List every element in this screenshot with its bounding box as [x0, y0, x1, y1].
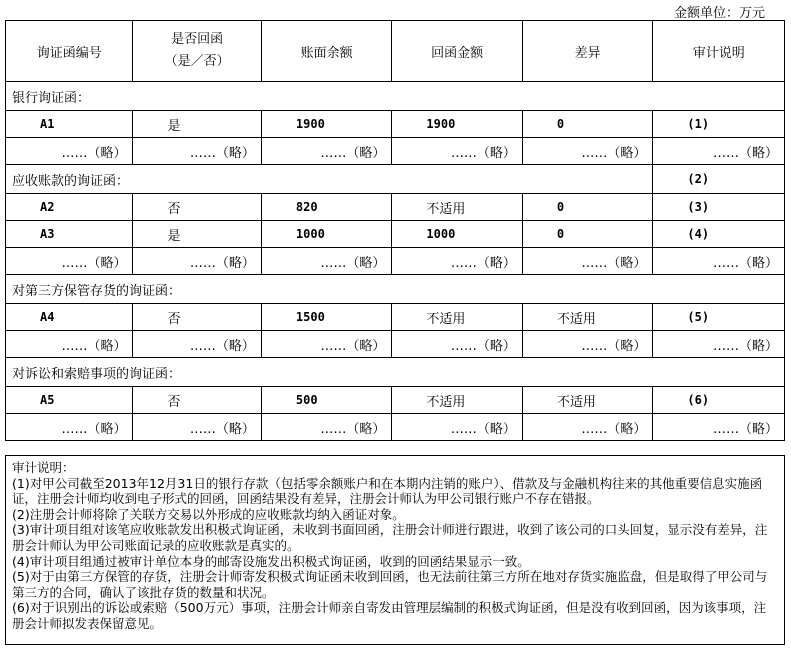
cell-replied: 否 — [133, 304, 261, 331]
omit-cell: ……（略） — [392, 138, 523, 165]
omit-cell: ……（略） — [653, 414, 785, 441]
header-confirmation-no: 询证函编号 — [6, 21, 133, 82]
cell-note: (4) — [653, 221, 785, 248]
cell-reply: 不适用 — [392, 194, 523, 221]
cell-book: 1900 — [261, 111, 392, 138]
cell-replied: 否 — [133, 194, 261, 221]
header-difference: 差异 — [522, 21, 653, 82]
header-audit-note: 审计说明 — [653, 21, 785, 82]
note-3: (3)审计项目组对该笔应收账款发出积极式询证函，未收到书面回函，注册会计师进行跟进，收到了该公司的口头回复，显示没有差异，注册会计师认为甲公司账面记录的应收账款是真实的。 — [12, 522, 768, 553]
cell-no: A2 — [6, 194, 133, 221]
omit-cell: ……（略） — [392, 331, 523, 358]
omit-cell: ……（略） — [522, 138, 653, 165]
cell-note: (3) — [653, 194, 785, 221]
header-replied-line2: （是／否） — [164, 54, 230, 69]
omit-cell: ……（略） — [6, 248, 133, 275]
cell-note: (6) — [653, 387, 785, 414]
cell-reply: 不适用 — [392, 387, 523, 414]
omit-cell: ……（略） — [133, 138, 261, 165]
cell-note: (5) — [653, 304, 785, 331]
section-note: (2) — [653, 165, 785, 194]
notes-title: 审计说明： — [12, 460, 75, 475]
omit-cell: ……（略） — [133, 414, 261, 441]
omitted-row — [6, 414, 785, 441]
cell-reply: 1900 — [392, 111, 523, 138]
section-row-bank — [6, 82, 785, 111]
note-1: (1)对甲公司截至2013年12月31日的银行存款（包括零余额账户和在本期内注销的账户）、借款及与金融机构往来的其他重要信息实施函证，注册会计师均收到电子形式的回函，回函结果没有差异，注册会计师认为甲公司银行账户不存在错报。 — [12, 475, 763, 507]
cell-no: A4 — [6, 304, 133, 331]
omit-cell: ……（略） — [261, 414, 392, 441]
cell-no: A5 — [6, 387, 133, 414]
cell-replied: 是 — [133, 221, 261, 248]
note-2: (2)注册会计师将除了关联方交易以外形成的应收账款均纳入函证对象。 — [12, 506, 405, 522]
cell-replied: 是 — [133, 111, 261, 138]
section-title: 应收账款的询证函： — [6, 165, 653, 194]
cell-no: A3 — [6, 221, 133, 248]
cell-diff: 0 — [522, 111, 653, 138]
cell-book: 500 — [261, 387, 392, 414]
header-replied-line1: 是否回函 — [171, 32, 224, 47]
omit-cell: ……（略） — [392, 414, 523, 441]
cell-replied: 否 — [133, 387, 261, 414]
omit-cell: ……（略） — [653, 331, 785, 358]
cell-reply: 不适用 — [392, 304, 523, 331]
cell-diff: 不适用 — [522, 304, 653, 331]
table-row — [6, 304, 785, 331]
table-row — [6, 194, 785, 221]
cell-book: 820 — [261, 194, 392, 221]
confirmation-table — [5, 20, 785, 441]
cell-note: (1) — [653, 111, 785, 138]
omit-cell: ……（略） — [6, 414, 133, 441]
cell-reply: 1000 — [392, 221, 523, 248]
cell-diff: 0 — [522, 194, 653, 221]
note-5: (5)对于由第三方保管的存货，注册会计师寄发积极式询证函未收到回函，也无法前往第三方所在地对存货实施监盘，但是取得了甲公司与第三方的合同，确认了该批存货的数量和状况。 — [12, 569, 768, 600]
unit-label: 金额单位：万元 — [673, 6, 765, 21]
omit-cell: ……（略） — [522, 331, 653, 358]
header-replied — [133, 21, 261, 82]
omit-cell: ……（略） — [653, 138, 785, 165]
omit-cell: ……（略） — [261, 331, 392, 358]
omit-cell: ……（略） — [133, 248, 261, 275]
omitted-row — [6, 331, 785, 358]
section-row-litigation — [6, 358, 785, 387]
table-row — [6, 387, 785, 414]
table-row — [6, 111, 785, 138]
omit-cell: ……（略） — [522, 414, 653, 441]
omit-cell: ……（略） — [653, 248, 785, 275]
table-row — [6, 221, 785, 248]
table-header-row — [6, 21, 785, 82]
section-row-inventory — [6, 275, 785, 304]
omitted-row — [6, 248, 785, 275]
omit-cell: ……（略） — [6, 331, 133, 358]
omit-cell: ……（略） — [392, 248, 523, 275]
note-6: (6)对于识别出的诉讼或索赔（500万元）事项，注册会计师亲自寄发由管理层编制的积极式询证函，但是没有收到回函，因为该事项，注册会计师拟发表保留意见。 — [12, 600, 767, 631]
header-book-balance: 账面余额 — [261, 21, 392, 82]
omit-cell: ……（略） — [6, 138, 133, 165]
section-row-receivable — [6, 165, 785, 194]
cell-diff: 不适用 — [522, 387, 653, 414]
section-title: 银行询证函： — [6, 82, 785, 111]
omitted-row — [6, 138, 785, 165]
section-title: 对诉讼和索赔事项的询证函： — [6, 358, 785, 387]
omit-cell: ……（略） — [261, 138, 392, 165]
audit-notes — [5, 455, 785, 645]
note-4: (4)审计项目组通过被审计单位本身的邮寄设施发出积极式询证函，收到的回函结果显示一致。 — [12, 553, 530, 569]
section-title: 对第三方保管存货的询证函： — [6, 275, 785, 304]
omit-cell: ……（略） — [522, 248, 653, 275]
omit-cell: ……（略） — [261, 248, 392, 275]
cell-no: A1 — [6, 111, 133, 138]
cell-book: 1000 — [261, 221, 392, 248]
cell-book: 1500 — [261, 304, 392, 331]
header-reply-amount: 回函金额 — [392, 21, 523, 82]
cell-diff: 0 — [522, 221, 653, 248]
omit-cell: ……（略） — [133, 331, 261, 358]
